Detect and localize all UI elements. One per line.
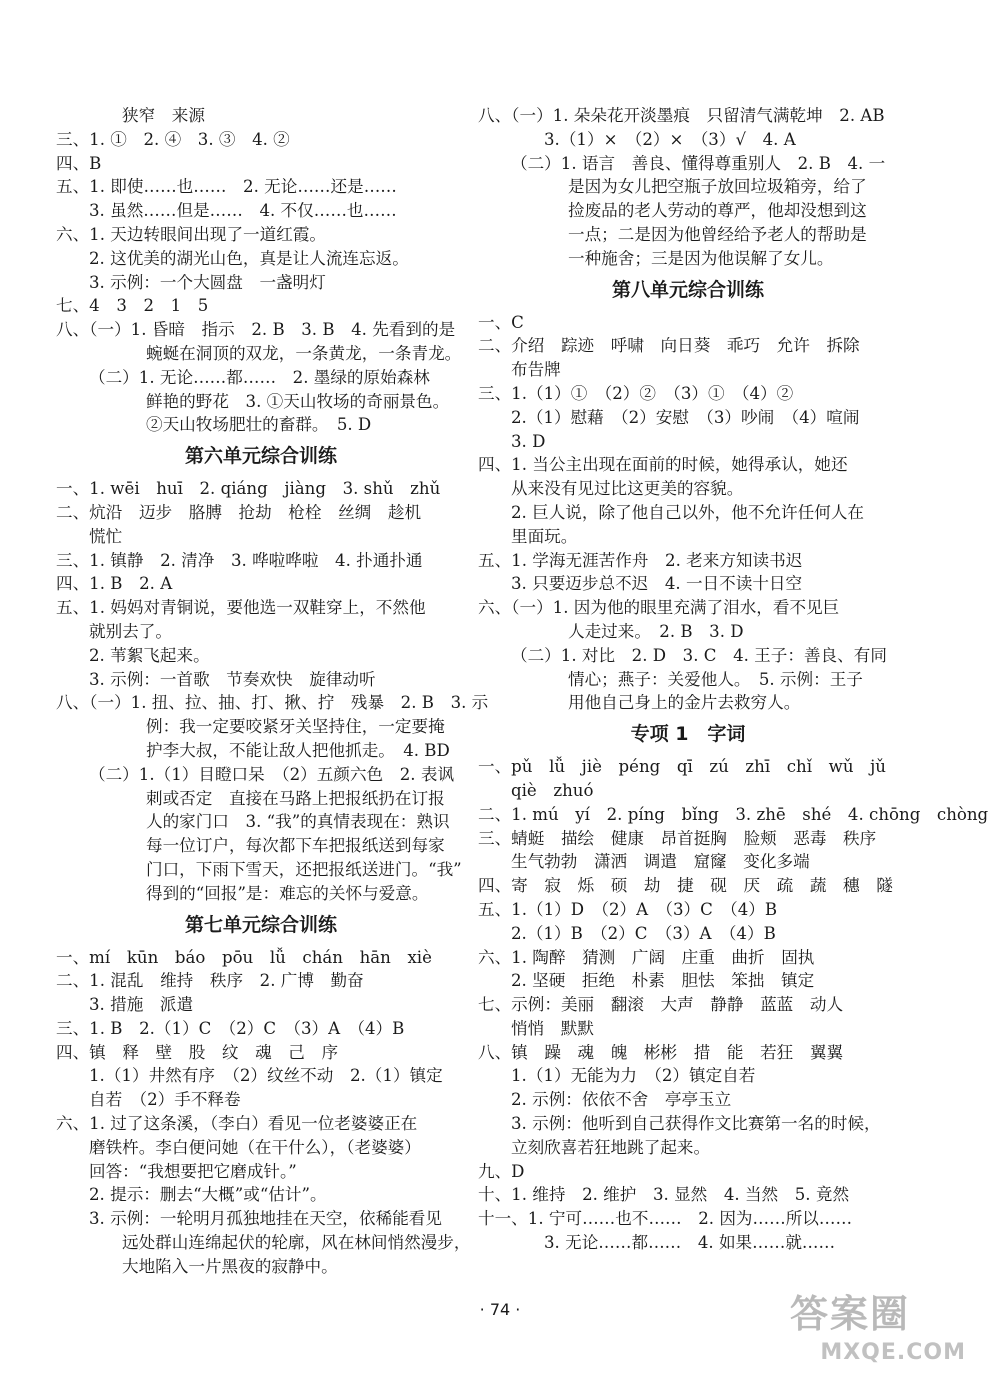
text-line: 一、pǔ lǚ jiè péng qī zú zhī chǐ wǔ jǔ	[478, 757, 886, 777]
text-line: 五、1. 学海无涯苦作舟 2. 老来方知读书迟	[478, 550, 803, 570]
text-line: 八、镇 躁 魂 魄 彬彬 措 能 若狂 翼翼	[478, 1042, 844, 1062]
text-line: 五、1. 妈妈对青铜说，要他选一双鞋穿上，不然他	[56, 598, 426, 618]
text-line: 七、4 3 2 1 5	[56, 296, 209, 316]
text-line: 九、D	[478, 1161, 525, 1181]
text-line: 三、1. 镇静 2. 清净 3. 哗啦哗啦 4. 扑通扑通	[56, 550, 423, 570]
text-line: 大地陷入一片黑夜的寂静中。	[122, 1256, 338, 1276]
text-line: 刺或否定 直接在马路上把报纸扔在订报	[146, 788, 445, 808]
text-line: （二）1.（1）目瞪口呆 （2）五颜六色 2. 表讽	[89, 764, 455, 784]
text-line: 立刻欣喜若狂地跳了起来。	[511, 1137, 711, 1157]
text-line: 二、1. 混乱 维持 秩序 2. 广博 勤奋	[56, 971, 364, 991]
text-line: 3. 示例：一个大圆盘 一盏明灯	[89, 272, 326, 292]
text-line: （二）1. 对比 2. D 3. C 4. 王子：善良、有同	[511, 645, 887, 665]
section-heading-unit6: 第六单元综合训练	[184, 445, 337, 468]
text-line: 是因为女儿把空瓶子放回垃圾箱旁，给了	[568, 177, 867, 197]
left-column	[56, 104, 489, 1279]
text-line: 用他自己身上的金片去救穷人。	[568, 693, 801, 713]
text-line: 生气勃勃 潇洒 调遣 窟窿 变化多端	[511, 852, 810, 872]
text-line: 一、mí kūn báo pōu lǚ chán hān xiè	[56, 947, 432, 967]
text-line: 人走过来。 2. B 3. D	[568, 621, 744, 641]
text-line: 十、1. 维持 2. 维护 3. 显然 4. 当然 5. 竟然	[478, 1185, 850, 1205]
section-heading-unit7: 第七单元综合训练	[184, 913, 337, 936]
text-line: 二、介绍 踪迹 呼啸 向日葵 乖巧 允许 拆除	[478, 336, 860, 356]
text-line: 自若 （2）手不释卷	[89, 1090, 241, 1110]
text-line: 八、（一）1. 扭、拉、抽、打、揪、拧 残暴 2. B 3. 示	[56, 693, 489, 713]
text-line: 2. 苇絮飞起来。	[89, 645, 210, 665]
text-line: 一、C	[478, 312, 524, 332]
text-line: 磨铁杵。李白便问她（在干什么），（老婆婆）	[89, 1137, 421, 1157]
text-line: 慌忙	[89, 526, 123, 546]
text-line: 六、（一）1. 因为他的眼里充满了泪水，看不见巨	[478, 598, 840, 618]
text-line: 里面玩。	[511, 526, 578, 546]
text-line: 就别去了。	[89, 621, 172, 641]
text-line: 3. 示例：一轮明月孤独地挂在天空，依稀能看见	[89, 1209, 442, 1229]
text-line: 一、1. wēi huī 2. qiáng jiàng 3. shǔ zhǔ	[56, 479, 441, 499]
watermark-logo	[776, 1283, 966, 1365]
text-line: 捡废品的老人劳动的尊严，他却没想到这	[568, 201, 867, 221]
page-number: · 74 ·	[479, 1300, 521, 1319]
text-line: 例：我一定要咬紧牙关坚持住，一定要掩	[146, 717, 445, 737]
text-line: 四、镇 释 壁 股 纹 魂 己 序	[56, 1042, 339, 1062]
text-line: 3. D	[511, 431, 546, 451]
text-line: 1.（1）井然有序 （2）纹丝不动 2.（1）镇定	[89, 1066, 443, 1086]
text-line: 布告牌	[511, 360, 561, 380]
text-line: 鲜艳的野花 3. ①天山牧场的奇丽景色。	[146, 391, 450, 411]
text-line: 二、炕沿 迈步 胳膊 抢劫 枪栓 丝绸 趁机	[56, 502, 422, 522]
text-line: 五、1.（1）D （2）A （3）C （4）B	[478, 899, 778, 919]
text-line: 六、1. 过了这条溪，（李白）看见一位老婆婆正在	[56, 1114, 418, 1134]
text-line: ②天山牧场肥壮的畜群。 5. D	[146, 415, 372, 435]
text-line: 五、1. 即使……也…… 2. 无论……还是……	[56, 177, 397, 197]
text-line: 八、（一）1. 朵朵花开淡墨痕 只留清气满乾坤 2. AB	[478, 106, 885, 125]
text-line: 3. 虽然……但是…… 4. 不仅……也……	[89, 201, 397, 221]
right-column	[478, 104, 989, 1255]
section-heading-unit8: 第八单元综合训练	[611, 278, 764, 301]
text-line: 六、1. 陶醉 猜测 广阔 庄重 曲折 固执	[478, 947, 815, 967]
text-line: 3. 示例：他听到自己获得作文比赛第一名的时候，	[511, 1114, 881, 1134]
section-heading-topic1: 专项 1 字词	[630, 723, 746, 746]
text-line: qiè zhuó	[511, 780, 594, 800]
text-line: 八、（一）1. 昏暗 指示 2. B 3. B 4. 先看到的是	[56, 320, 456, 340]
text-line: 护李大叔，不能让敌人把他抓走。 4. BD	[146, 740, 450, 760]
watermark-text: 答案圈	[790, 1292, 911, 1336]
text-line: 1.（1）无能为力 （2）镇定自若	[511, 1066, 756, 1086]
text-line: 远处群山连绵起伏的轮廓，风在林间悄然漫步，	[122, 1233, 471, 1253]
text-line: 3. 无论……都…… 4. 如果……就……	[544, 1233, 836, 1253]
text-line: 3.（1）× （2）× （3）√ 4. A	[544, 129, 796, 149]
text-line: 一种施舍；三是因为他误解了女儿。	[568, 248, 834, 268]
text-line: 2. 示例：依依不舍 亭亭玉立	[511, 1090, 732, 1110]
text-line: （二）1. 无论……都…… 2. 墨绿的原始森林	[89, 367, 430, 387]
text-line: 四、寄 寂 烁 硕 劫 捷 砚 厌 疏 蔬 穗 隧	[478, 876, 893, 896]
text-line: 三、1. B 2.（1）C （2）C （3）A （4）B	[56, 1018, 405, 1038]
text-line: 七、示例：美丽 翻滚 大声 静静 蓝蓝 动人	[478, 995, 844, 1015]
text-line: 悄悄 默默	[511, 1018, 594, 1038]
text-line: 四、B	[56, 153, 102, 173]
text-line: 回答：“我想要把它磨成针。”	[89, 1161, 297, 1181]
text-line: 蜿蜒在洞顶的双龙，一条黄龙，一条青龙。	[146, 343, 462, 363]
watermark-url: MXQE.COM	[820, 1340, 966, 1365]
text-line: 2. 提示：删去“大概”或“估计”。	[89, 1185, 327, 1205]
text-line: 2.（1）慰藉 （2）安慰 （3）吵闹 （4）喧闹	[511, 407, 860, 427]
text-line: 三、1. ① 2. ④ 3. ③ 4. ②	[56, 129, 290, 149]
text-line: 三、蜻蜓 描绘 健康 昂首挺胸 脸颊 恶毒 秩序	[478, 828, 877, 848]
text-line: 人的家门口 3. “我”的真情表现在：熟识	[146, 812, 450, 832]
text-line: 从来没有见过比这更美的容貌。	[511, 479, 744, 499]
text-line: 2. 这优美的湖光山色，真是让人流连忘返。	[89, 248, 409, 268]
text-line: 门口，下雨下雪天，还把报纸送进门。“我”	[146, 859, 462, 879]
text-line: 得到的“回报”是：难忘的关怀与爱意。	[146, 883, 429, 903]
text-line: 3. 措施 派遣	[89, 995, 194, 1015]
text-line: 四、1. B 2. A	[56, 574, 173, 594]
text-line: 每一位订户，每次都下车把报纸送到每家	[146, 836, 445, 856]
text-line: 二、1. mú yí 2. píng bǐng 3. zhē shé 4. chōng chòng	[478, 804, 989, 824]
text-line: （二）1. 语言 善良、懂得尊重别人 2. B 4. 一	[511, 153, 886, 173]
text-line: 一点；二是因为他曾经给予老人的帮助是	[568, 224, 867, 244]
text-line: 狭窄 来源	[122, 106, 205, 125]
text-line: 3. 只要迈步总不迟 4. 一日不读十日空	[511, 574, 803, 594]
text-line: 2. 巨人说，除了他自己以外，他不允许任何人在	[511, 502, 864, 522]
text-line: 2.（1）B （2）C （3）A （4）B	[511, 923, 776, 943]
text-line: 三、1.（1）① （2）② （3）① （4）②	[478, 383, 794, 403]
text-line: 六、1. 天边转眼间出现了一道红霞。	[56, 224, 327, 244]
text-line: 四、1. 当公主出现在面前的时候，她得承认，她还	[478, 455, 848, 475]
text-line: 十一、1. 宁可……也不…… 2. 因为……所以……	[478, 1209, 853, 1229]
text-line: 3. 示例：一首歌 节奏欢快 旋律动听	[89, 669, 376, 689]
text-line: 情心；燕子：关爱他人。 5. 示例：王子	[568, 669, 863, 689]
text-line: 2. 坚硬 拒绝 朴素 胆怯 笨拙 镇定	[511, 971, 815, 991]
